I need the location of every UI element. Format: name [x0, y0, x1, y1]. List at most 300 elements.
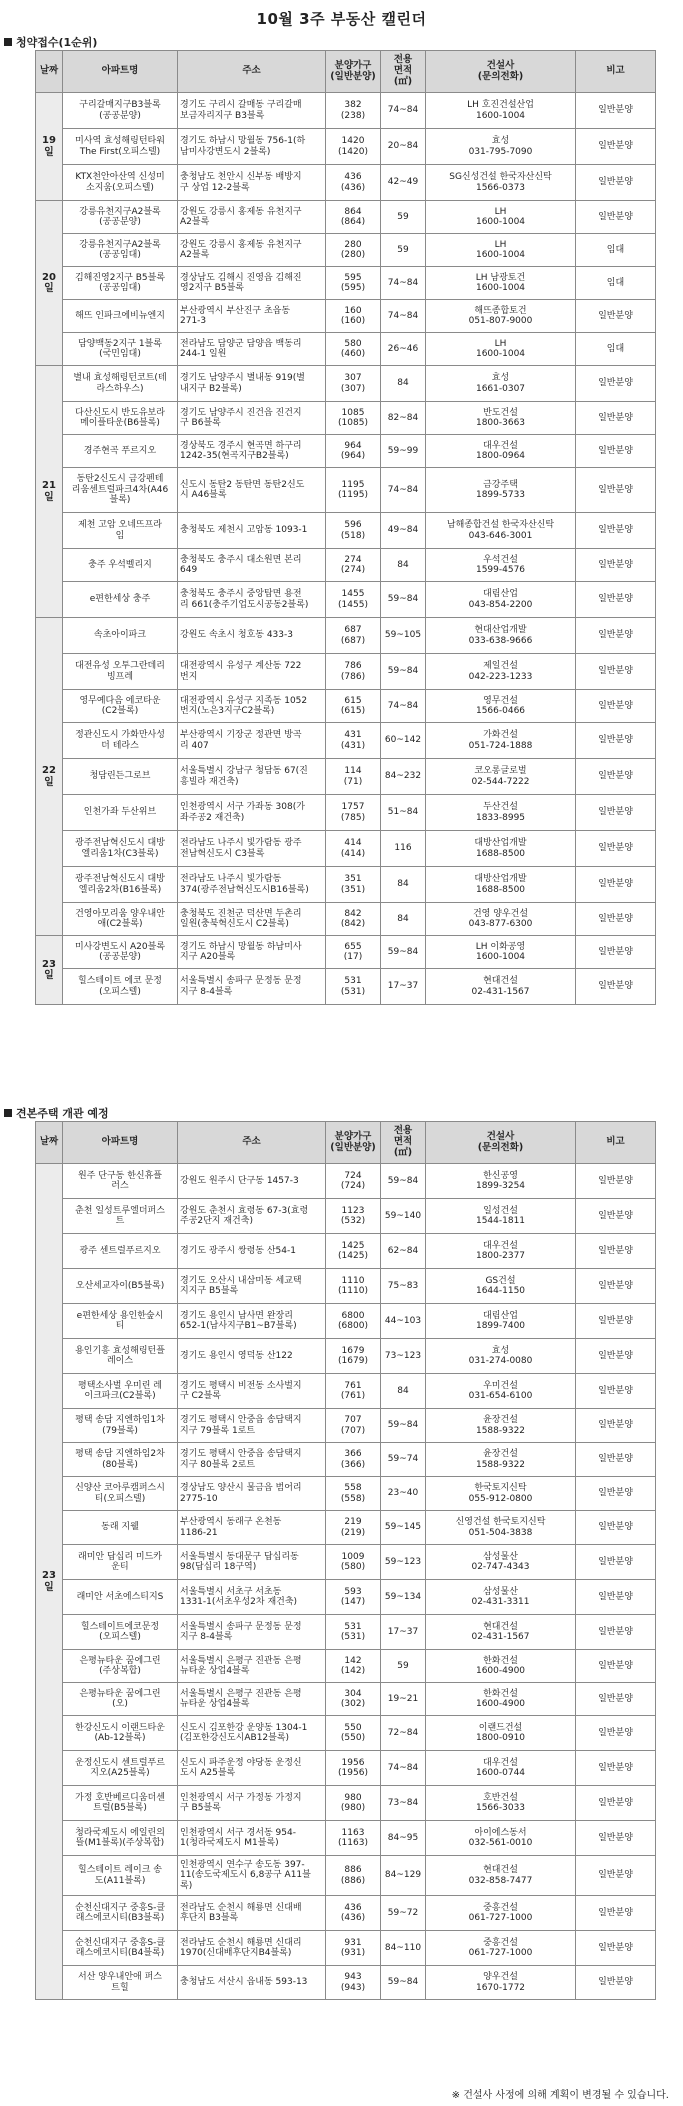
table-row: [36, 690, 656, 723]
table-row: [36, 300, 656, 333]
table-row: [36, 402, 656, 435]
area: 59~84: [381, 582, 426, 618]
builder-contact: 대림산업 1899-7400: [426, 1304, 576, 1339]
address: 경상북도 경주시 현곡면 하구리 1242-35(현곡지구B2블록): [178, 435, 326, 468]
model-house-table: [35, 1121, 656, 2000]
area: 84~110: [381, 1931, 426, 1966]
address: 경기도 용인시 영덕동 산122: [178, 1339, 326, 1374]
table-row: [36, 795, 656, 831]
table-row: [36, 1409, 656, 1443]
builder-contact: 중흥건설 061-727-1000: [426, 1931, 576, 1966]
builder-contact: 금강주택 1899-5733: [426, 468, 576, 513]
address: 경상남도 양산시 물금읍 범어리 2775-10: [178, 1477, 326, 1511]
table-row: [36, 723, 656, 759]
area: 82~84: [381, 402, 426, 435]
area: 73~123: [381, 1339, 426, 1374]
builder-contact: 현대건설 032-858-7477: [426, 1856, 576, 1896]
table-row: [36, 267, 656, 300]
area: 59: [381, 1650, 426, 1683]
builder-contact: 양우건설 1670-1772: [426, 1966, 576, 2000]
area: 84: [381, 903, 426, 936]
remark: 일반분양: [576, 402, 656, 435]
apartment-name: 제천 고암 오네뜨프라 임: [63, 513, 178, 549]
table-row: [36, 1199, 656, 1234]
remark: 일반분양: [576, 1716, 656, 1751]
table-row: [36, 1477, 656, 1511]
area: 17~37: [381, 969, 426, 1005]
builder-contact: 대우건설 1600-0744: [426, 1751, 576, 1786]
remark: 일반분양: [576, 1164, 656, 1199]
remark: 일반분양: [576, 654, 656, 690]
area: 19~21: [381, 1683, 426, 1716]
builder-contact: 삼성물산 02-431-3311: [426, 1580, 576, 1615]
unit-count: 593 (147): [326, 1580, 381, 1615]
table-row: [36, 1650, 656, 1683]
builder-contact: 삼성물산 02-747-4343: [426, 1545, 576, 1580]
address: 신도시 김포한강 운양동 1304-1 (김포한강신도시AB12블록): [178, 1716, 326, 1751]
apartment-name: 힐스테이트에코문정 (오피스텔): [63, 1615, 178, 1650]
section-header-subscription: [4, 34, 97, 50]
area: 44~103: [381, 1304, 426, 1339]
address: 충청북도 진천군 덕산면 두촌리 일원(충북혁신도시 C2블록): [178, 903, 326, 936]
remark: 임대: [576, 333, 656, 366]
area: 59: [381, 234, 426, 267]
table-row: [36, 1896, 656, 1931]
table-row: [36, 513, 656, 549]
apartment-name: 김해진영2지구 B5블록 (공공임대): [63, 267, 178, 300]
builder-contact: 이랜드건설 1800-0910: [426, 1716, 576, 1751]
column-header-units: 분양가구 (일반분양): [326, 51, 381, 93]
builder-contact: LH 1600-1004: [426, 201, 576, 234]
unit-count: 595 (595): [326, 267, 381, 300]
unit-count: 1455 (1455): [326, 582, 381, 618]
address: 부산광역시 부산진구 초읍동 271-3: [178, 300, 326, 333]
address: 신도시 파주운정 야당동 운정신 도시 A25블록: [178, 1751, 326, 1786]
address: 충청남도 천안시 신부동 배방지 구 상업 12-2블록: [178, 165, 326, 201]
address: 강원도 강릉시 홍제동 유천지구 A2블록: [178, 201, 326, 234]
apartment-name: 래미안 답십리 미드카 운티: [63, 1545, 178, 1580]
address: 강원도 춘천시 효령동 67-3(효령 주공2단지 재건축): [178, 1199, 326, 1234]
remark: 일반분양: [576, 1545, 656, 1580]
area: 84: [381, 1374, 426, 1409]
apartment-name: 별내 효성해링턴코트(테 라스하우스): [63, 366, 178, 402]
builder-contact: 일성건설 1544-1811: [426, 1199, 576, 1234]
builder-contact: 제일건설 042-223-1233: [426, 654, 576, 690]
builder-contact: LH 호진건설산업 1600-1004: [426, 93, 576, 129]
address: 서울특별시 송파구 문정동 문정 지구 8-4블록: [178, 1615, 326, 1650]
unit-count: 304 (302): [326, 1683, 381, 1716]
table-row: [36, 582, 656, 618]
address: 인천광역시 서구 가정동 가정지 구 B5블록: [178, 1786, 326, 1821]
table-row: [36, 1269, 656, 1304]
address: 전라남도 담양군 담양읍 백동리 244-1 일원: [178, 333, 326, 366]
table-row: [36, 549, 656, 582]
table-row: [36, 1966, 656, 2000]
page-title: 10월 3주 부동산 캘린더: [256, 10, 427, 28]
unit-count: 786 (786): [326, 654, 381, 690]
builder-contact: 두산건설 1833-8995: [426, 795, 576, 831]
apartment-name: 힐스테이트 에코 문정 (오피스텔): [63, 969, 178, 1005]
builder-contact: LH 1600-1004: [426, 234, 576, 267]
table-row: [36, 969, 656, 1005]
remark: 일반분양: [576, 618, 656, 654]
remark: 일반분양: [576, 435, 656, 468]
builder-contact: 효성 031-274-0080: [426, 1339, 576, 1374]
table-row: [36, 1716, 656, 1751]
table-row: [36, 1786, 656, 1821]
address: 경기도 남양주시 별내동 919(별 내지구 B2블록): [178, 366, 326, 402]
remark: 일반분양: [576, 1683, 656, 1716]
apartment-name: 미사역 효성해링턴타워 The First(오피스텔): [63, 129, 178, 165]
remark: 일반분양: [576, 831, 656, 867]
unit-count: 219 (219): [326, 1511, 381, 1545]
area: 59~72: [381, 1896, 426, 1931]
remark: 일반분양: [576, 1821, 656, 1856]
builder-contact: 효성 031-795-7090: [426, 129, 576, 165]
square-bullet-icon: [4, 38, 12, 46]
area: 74~84: [381, 267, 426, 300]
builder-contact: 대방산업개발 1688-8500: [426, 867, 576, 903]
apartment-name: 대전유성 오투그란데리 빙프레: [63, 654, 178, 690]
section-label: 청약접수(1순위): [16, 36, 98, 49]
apartment-name: 원주 단구동 한신휴플 러스: [63, 1164, 178, 1199]
remark: 일반분양: [576, 366, 656, 402]
area: 84~129: [381, 1856, 426, 1896]
address: 전라남도 순천시 해룡면 신대리 1970(신대배후단지B4블록): [178, 1931, 326, 1966]
apartment-name: 충주 우석벨리지: [63, 549, 178, 582]
table-row: [36, 1545, 656, 1580]
apartment-name: 은평뉴타운 꿈에그린 (주상복합): [63, 1650, 178, 1683]
area: 59~84: [381, 1966, 426, 2000]
address: 경기도 오산시 내삼미동 세교택 지지구 B5블록: [178, 1269, 326, 1304]
remark: 임대: [576, 234, 656, 267]
date-cell: 20일: [36, 201, 63, 366]
table-row: [36, 831, 656, 867]
table-row: [36, 867, 656, 903]
apartment-name: 힐스테이트 레이크 송 도(A11블록): [63, 1856, 178, 1896]
builder-contact: 남해종합건설 한국자산신탁 043-646-3001: [426, 513, 576, 549]
remark: 일반분양: [576, 1477, 656, 1511]
section-label: 견본주택 개관 예정: [16, 1107, 109, 1120]
area: 84: [381, 366, 426, 402]
builder-contact: LH 1600-1004: [426, 333, 576, 366]
address: 경기도 구리시 갈매동 구리갈매 보금자리지구 B3블록: [178, 93, 326, 129]
column-header-date: 날짜: [36, 1122, 63, 1164]
remark: 일반분양: [576, 549, 656, 582]
column-header-area: 전용 면적 (㎡): [381, 1122, 426, 1164]
builder-contact: 우미건설 031-654-6100: [426, 1374, 576, 1409]
apartment-name: KTX천안아산역 신성미 소지움(오피스텔): [63, 165, 178, 201]
remark: 일반분양: [576, 867, 656, 903]
area: 75~83: [381, 1269, 426, 1304]
builder-contact: 효성 1661-0307: [426, 366, 576, 402]
address: 경기도 남양주시 진건읍 진건지 구 B6블록: [178, 402, 326, 435]
table-row: [36, 435, 656, 468]
address: 서울특별시 동대문구 답십리동 98(답십리 18구역): [178, 1545, 326, 1580]
address: 서울특별시 송파구 문정동 문정 지구 8-4블록: [178, 969, 326, 1005]
date-cell: 19일: [36, 93, 63, 201]
area: 20~84: [381, 129, 426, 165]
builder-contact: 건영 양우건설 043-877-6300: [426, 903, 576, 936]
apartment-name: 순천신대지구 중흥S-클 래스에코시티(B3블록): [63, 1896, 178, 1931]
section-header-model-house: [4, 1105, 109, 1121]
apartment-name: 경주현곡 푸르지오: [63, 435, 178, 468]
apartment-name: 은평뉴타운 꿈에그린 (오): [63, 1683, 178, 1716]
apartment-name: 미사강변도시 A20블록 (공공분양): [63, 936, 178, 969]
area: 84~95: [381, 1821, 426, 1856]
builder-contact: 대우건설 1800-2377: [426, 1234, 576, 1269]
unit-count: 531 (531): [326, 969, 381, 1005]
apartment-name: 정관신도시 가화만사성 더 테라스: [63, 723, 178, 759]
table-row: [36, 234, 656, 267]
address: 충청남도 서산시 읍내동 593-13: [178, 1966, 326, 2000]
apartment-name: 평택소사벌 우미린 레 이크파크(C2블록): [63, 1374, 178, 1409]
unit-count: 886 (886): [326, 1856, 381, 1896]
apartment-name: 건영아모리움 양우내안 애(C2블록): [63, 903, 178, 936]
address: 인천광역시 연수구 송도동 397- 11(송도국제도시 6,8공구 A11블 록): [178, 1856, 326, 1896]
area: 74~84: [381, 1751, 426, 1786]
area: 59~140: [381, 1199, 426, 1234]
unit-count: 931 (931): [326, 1931, 381, 1966]
area: 59~84: [381, 654, 426, 690]
apartment-name: 동탄2신도시 금강펜테 리움센트럴파크4차(A46 블록): [63, 468, 178, 513]
area: 49~84: [381, 513, 426, 549]
area: 59~84: [381, 936, 426, 969]
table-row: [36, 618, 656, 654]
table-row: [36, 129, 656, 165]
area: 60~142: [381, 723, 426, 759]
unit-count: 6800 (6800): [326, 1304, 381, 1339]
table-row: [36, 201, 656, 234]
area: 42~49: [381, 165, 426, 201]
apartment-name: 순천신대지구 중흥S-클 래스에코시티(B4블록): [63, 1931, 178, 1966]
builder-contact: 아이에스동서 032-561-0010: [426, 1821, 576, 1856]
address: 부산광역시 기장군 정관면 방곡 리 407: [178, 723, 326, 759]
area: 72~84: [381, 1716, 426, 1751]
remark: 일반분양: [576, 582, 656, 618]
unit-count: 431 (431): [326, 723, 381, 759]
builder-contact: GS건설 1644-1150: [426, 1269, 576, 1304]
unit-count: 531 (531): [326, 1615, 381, 1650]
address: 대전광역시 유성구 지족동 1052 번지(노은3지구C2블록): [178, 690, 326, 723]
unit-count: 655 (17): [326, 936, 381, 969]
remark: 일반분양: [576, 468, 656, 513]
builder-contact: 호반건설 1566-3033: [426, 1786, 576, 1821]
address: 전라남도 순천시 해룡면 신대배 후단지 B3블록: [178, 1896, 326, 1931]
apartment-name: 오산세교자이(B5블록): [63, 1269, 178, 1304]
address: 서울특별시 은평구 진관동 은평 뉴타운 상업4블록: [178, 1683, 326, 1716]
table-row: [36, 759, 656, 795]
date-cell: 23일: [36, 936, 63, 1005]
area: 26~46: [381, 333, 426, 366]
unit-count: 943 (943): [326, 1966, 381, 2000]
column-header-apartment: 아파트명: [63, 1122, 178, 1164]
builder-contact: 대우건설 1800-0964: [426, 435, 576, 468]
builder-contact: SG신성건설 한국자산신탁 1566-0373: [426, 165, 576, 201]
unit-count: 436 (436): [326, 165, 381, 201]
area: 62~84: [381, 1234, 426, 1269]
remark: 일반분양: [576, 300, 656, 333]
column-header-units: 분양가구 (일반분양): [326, 1122, 381, 1164]
builder-contact: 해뜨종합토건 051-807-9000: [426, 300, 576, 333]
unit-count: 1163 (1163): [326, 1821, 381, 1856]
unit-count: 580 (460): [326, 333, 381, 366]
address: 전라남도 나주시 빛가람동 374(광주전남혁신도시B16블록): [178, 867, 326, 903]
remark: 일반분양: [576, 1199, 656, 1234]
apartment-name: 구리갈매지구B3블록 (공공분양): [63, 93, 178, 129]
remark: 일반분양: [576, 1931, 656, 1966]
unit-count: 707 (707): [326, 1409, 381, 1443]
column-header-address: 주소: [178, 1122, 326, 1164]
builder-contact: 윤장건설 1588-9322: [426, 1409, 576, 1443]
apartment-name: e편한세상 충주: [63, 582, 178, 618]
area: 84: [381, 549, 426, 582]
remark: 일반분양: [576, 1443, 656, 1477]
remark: 일반분양: [576, 1650, 656, 1683]
table-row: [36, 1580, 656, 1615]
address: 인천광역시 서구 가좌동 308(가 좌주공2 재건축): [178, 795, 326, 831]
address: 강원도 속초시 청호동 433-3: [178, 618, 326, 654]
unit-count: 274 (274): [326, 549, 381, 582]
address: 전라남도 나주시 빛가람동 광주 전남혁신도시 C3블록: [178, 831, 326, 867]
unit-count: 160 (160): [326, 300, 381, 333]
table-row: [36, 93, 656, 129]
apartment-name: 동래 지웰: [63, 1511, 178, 1545]
unit-count: 1110 (1110): [326, 1269, 381, 1304]
unit-count: 1956 (1956): [326, 1751, 381, 1786]
apartment-name: 인천가좌 두산위브: [63, 795, 178, 831]
builder-contact: 코오롱글로벌 02-544-7222: [426, 759, 576, 795]
table-row: [36, 1339, 656, 1374]
apartment-name: 광주전남혁신도시 대방 엘리움1차(C3블록): [63, 831, 178, 867]
remark: 일반분양: [576, 969, 656, 1005]
apartment-name: 래미안 서초에스티지S: [63, 1580, 178, 1615]
unit-count: 1420 (1420): [326, 129, 381, 165]
remark: 일반분양: [576, 936, 656, 969]
table-row: [36, 936, 656, 969]
remark: 일반분양: [576, 1234, 656, 1269]
area: 59~74: [381, 1443, 426, 1477]
unit-count: 142 (142): [326, 1650, 381, 1683]
address: 충청북도 제천시 고암동 1093-1: [178, 513, 326, 549]
builder-contact: 현대건설 02-431-1567: [426, 1615, 576, 1650]
unit-count: 615 (615): [326, 690, 381, 723]
unit-count: 114 (71): [326, 759, 381, 795]
unit-count: 382 (238): [326, 93, 381, 129]
builder-contact: 한국토지신탁 055-912-0800: [426, 1477, 576, 1511]
table-row: [36, 1615, 656, 1650]
remark: 일반분양: [576, 1304, 656, 1339]
remark: 일반분양: [576, 1374, 656, 1409]
remark: 일반분양: [576, 1409, 656, 1443]
remark: 일반분양: [576, 903, 656, 936]
area: 59~84: [381, 1409, 426, 1443]
unit-count: 687 (687): [326, 618, 381, 654]
remark: 일반분양: [576, 1856, 656, 1896]
unit-count: 1425 (1425): [326, 1234, 381, 1269]
area: 59: [381, 201, 426, 234]
remark: 일반분양: [576, 1966, 656, 2000]
unit-count: 724 (724): [326, 1164, 381, 1199]
area: 84~232: [381, 759, 426, 795]
remark: 일반분양: [576, 1786, 656, 1821]
area: 59~123: [381, 1545, 426, 1580]
unit-count: 596 (518): [326, 513, 381, 549]
apartment-name: 춘천 일성트루엘더퍼스 트: [63, 1199, 178, 1234]
address: 신도시 동탄2 동탄면 동탄2신도 시 A46블록: [178, 468, 326, 513]
column-header-builder: 건설사 (문의전화): [426, 1122, 576, 1164]
remark: 일반분양: [576, 1615, 656, 1650]
table-row: [36, 1931, 656, 1966]
address: 서울특별시 강남구 청담동 67(진 흥빌라 재건축): [178, 759, 326, 795]
apartment-name: 한강신도시 이랜드타운 (Ab-12블록): [63, 1716, 178, 1751]
address: 경기도 하남시 망월동 하남미사 지구 A20블록: [178, 936, 326, 969]
unit-count: 351 (351): [326, 867, 381, 903]
remark: 일반분양: [576, 1339, 656, 1374]
apartment-name: 광주전남혁신도시 대방 엘리움2차(B16블록): [63, 867, 178, 903]
table-row: [36, 1443, 656, 1477]
unit-count: 280 (280): [326, 234, 381, 267]
builder-contact: 현대건설 02-431-1567: [426, 969, 576, 1005]
table-row: [36, 333, 656, 366]
table-row: [36, 1304, 656, 1339]
builder-contact: LH 남광토건 1600-1004: [426, 267, 576, 300]
apartment-name: 가정 호반베르디움더센 트럴(B5블록): [63, 1786, 178, 1821]
remark: 일반분양: [576, 795, 656, 831]
unit-count: 1757 (785): [326, 795, 381, 831]
builder-contact: 반도건설 1800-3663: [426, 402, 576, 435]
builder-contact: 신영건설 한국토지신탁 051-504-3838: [426, 1511, 576, 1545]
builder-contact: LH 이화공영 1600-1004: [426, 936, 576, 969]
area: 116: [381, 831, 426, 867]
apartment-name: 청담린든그로브: [63, 759, 178, 795]
unit-count: 980 (980): [326, 1786, 381, 1821]
builder-contact: 한화건설 1600-4900: [426, 1683, 576, 1716]
unit-count: 964 (964): [326, 435, 381, 468]
area: 51~84: [381, 795, 426, 831]
area: 59~105: [381, 618, 426, 654]
builder-contact: 대방산업개발 1688-8500: [426, 831, 576, 867]
remark: 일반분양: [576, 201, 656, 234]
apartment-name: 속초아이파크: [63, 618, 178, 654]
builder-contact: 한신공영 1899-3254: [426, 1164, 576, 1199]
remark: 일반분양: [576, 1580, 656, 1615]
remark: 일반분양: [576, 93, 656, 129]
table-row: [36, 903, 656, 936]
table-row: [36, 654, 656, 690]
area: 59~84: [381, 1164, 426, 1199]
address: 경기도 하남시 망월동 756-1(하 남미사강변도시 2블록): [178, 129, 326, 165]
builder-contact: 가화건설 051-724-1888: [426, 723, 576, 759]
table-row: [36, 165, 656, 201]
square-bullet-icon: [4, 1109, 12, 1117]
footnote: ※ 건설사 사정에 의해 계획이 변경될 수 있습니다.: [451, 2090, 669, 2101]
remark: 일반분양: [576, 165, 656, 201]
builder-contact: 우석건설 1599-4576: [426, 549, 576, 582]
apartment-name: e편한세상 용인한숲시 티: [63, 1304, 178, 1339]
builder-contact: 영무건설 1566-0466: [426, 690, 576, 723]
apartment-name: 평택 송담 지엔하임2차 (80블록): [63, 1443, 178, 1477]
table-row: [36, 1821, 656, 1856]
area: 74~84: [381, 468, 426, 513]
table-row: [36, 1374, 656, 1409]
table-row: [36, 1683, 656, 1716]
table-row: [36, 1511, 656, 1545]
unit-count: 307 (307): [326, 366, 381, 402]
address: 서울특별시 은평구 진관동 은평 뉴타운 상업4블록: [178, 1650, 326, 1683]
address: 경기도 평택시 안중읍 송담택지 지구 80블록 2로트: [178, 1443, 326, 1477]
area: 74~84: [381, 690, 426, 723]
